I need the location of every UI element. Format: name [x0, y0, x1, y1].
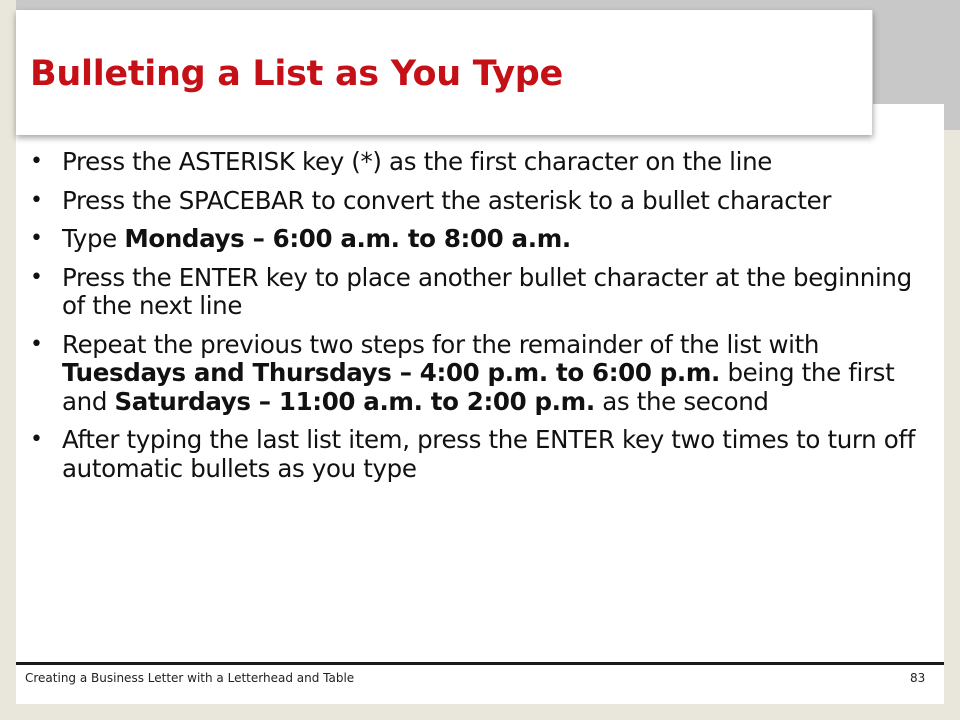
bullet-item: [26, 264, 926, 321]
bullet-bold-text: Tuesdays and Thursdays – 4:00 p.m. to 6:00 p.m.: [62, 358, 720, 387]
bullet-dot: •: [30, 331, 43, 357]
slide-title: Bulleting a List as You Type: [30, 54, 563, 94]
bullet-bold-text: Saturdays – 11:00 a.m. to 2:00 p.m.: [114, 386, 595, 416]
bullet-text: as the second: [594, 386, 769, 416]
footer-divider: [16, 662, 944, 665]
bullet-text: Press the SPACEBAR to convert the asterisk to a bullet character: [62, 185, 832, 215]
bullet-text: Press the ENTER key to place another bullet character at the beginning of the next line: [62, 262, 912, 320]
bullet-dot: •: [30, 187, 43, 213]
bullet-dot: •: [30, 427, 43, 452]
footer-text: Creating a Business Letter with a Letterhead and Table: [25, 671, 355, 685]
bullet-text: Repeat the previous two steps for the remainder of the list with: [62, 329, 820, 359]
bullet-text: Type: [62, 224, 125, 253]
left-strip: [0, 0, 16, 720]
bullet-text: Press the ASTERISK key (*) as the first character on the line: [62, 147, 773, 176]
bullet-bold-text: Mondays – 6:00 a.m. to 8:00 a.m.: [124, 224, 571, 253]
bullet-item: [26, 331, 926, 417]
bullet-item: [26, 148, 926, 177]
bullet-list: [26, 148, 926, 493]
title-box: [16, 10, 873, 135]
page-number: 83: [910, 671, 926, 685]
bullet-item: [26, 225, 926, 254]
bullet-dot: •: [30, 264, 43, 290]
bullet-text: After typing the last list item, press the ENTER key two times to turn off automatic bullets as you type: [62, 425, 915, 483]
bullet-text: being the first and: [62, 358, 895, 416]
bullet-item: [26, 187, 926, 216]
bullet-dot: •: [30, 226, 43, 251]
bullet-item: [26, 426, 926, 483]
bullet-dot: •: [30, 149, 43, 174]
